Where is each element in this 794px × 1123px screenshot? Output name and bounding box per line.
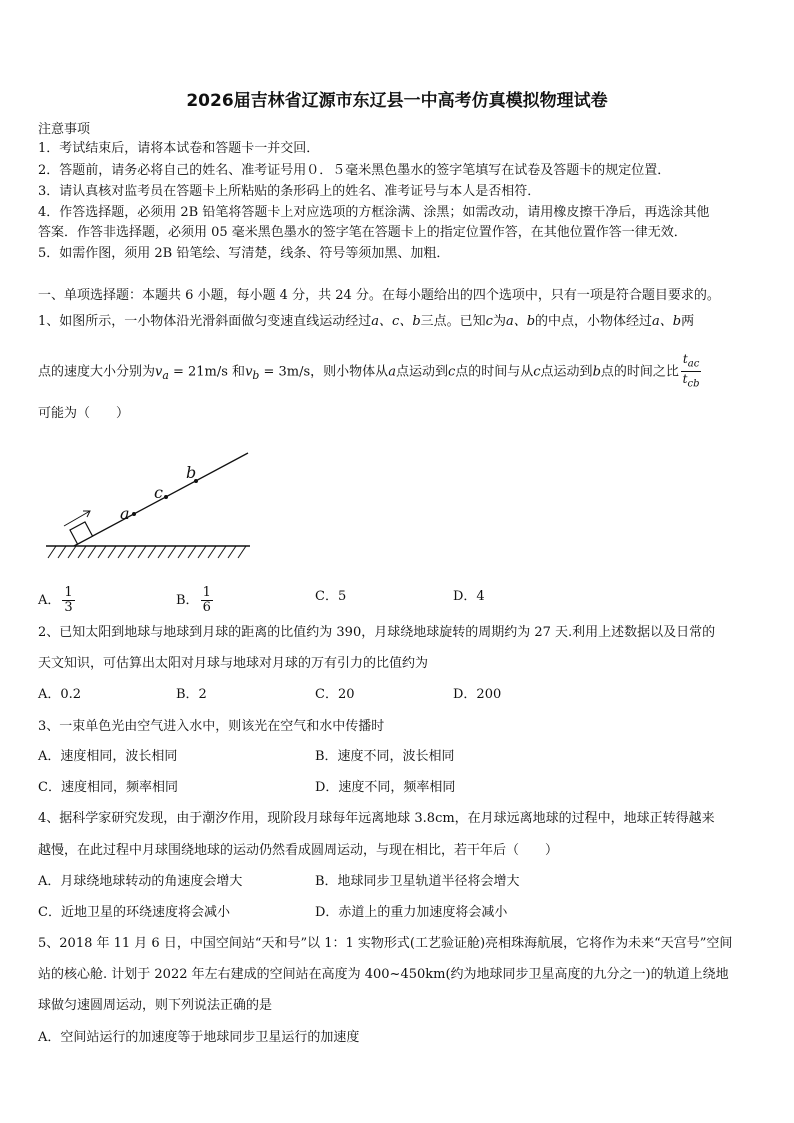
q1-va-sub: a [162, 368, 169, 382]
q1-va-value: = 21m/s [168, 364, 228, 380]
block [70, 522, 93, 544]
notice-item-4: 4．作答选择题，必须用 2B 铅笔将答题卡上对应选项的方框涂满、涂黑；如需改动，请用橡皮擦干净后，再选涂其他 [38, 205, 710, 220]
q1-text: 点的时间与从 [455, 364, 534, 380]
fraction-den: 3 [64, 600, 73, 615]
q3-option-b[interactable]: B．速度不同，波长相同 [315, 749, 455, 764]
q1-text: 为 [492, 314, 506, 329]
q1-points: a、c、b [371, 314, 421, 329]
notice-item-3: 3．请认真核对监考员在答题卡上所粘贴的条形码上的姓名、准考证号与本人是否相符． [38, 184, 541, 199]
ratio-den: t [682, 372, 688, 387]
q3-option-d[interactable]: D．速度不同，频率相同 [315, 780, 456, 795]
q1-text: 点的时间之比 [600, 364, 679, 380]
q5-line2: 站的核心舱. 计划于 2022 年左右建成的空间站在高度为 400~450km(约为地球同步卫星高度的九分之一)的轨道上绕地 [38, 967, 729, 982]
q1-point-a: a [388, 364, 396, 380]
ratio-den-sub: cb [687, 378, 700, 390]
q2-line2: 天文知识，可估算出太阳对月球与地球对月球的万有引力的比值约为 [38, 656, 429, 671]
ground-hatching [48, 546, 246, 558]
q2-line1: 2、已知太阳到地球与地球到月球的距离的比值约为 390，月球绕地球旋转的周期约为 27 天.利用上述数据以及日常的 [38, 625, 716, 640]
incline-figure [40, 448, 255, 563]
q1-text: 三点。已知 [420, 314, 486, 329]
q1-option-c[interactable]: C．5 [315, 589, 347, 604]
q3-option-c[interactable]: C．速度相同，频率相同 [38, 780, 178, 795]
q1-text: 点运动到 [395, 364, 448, 380]
q5-line3: 球做匀速圆周运动，则下列说法正确的是 [38, 998, 273, 1013]
q1-point-b: b [592, 364, 601, 380]
q2-option-c[interactable]: C．20 [315, 687, 355, 702]
q1-option-d[interactable]: D．4 [453, 589, 485, 604]
q3-option-a[interactable]: A．速度相同，波长相同 [38, 749, 178, 764]
q1-line2 [38, 352, 703, 392]
q1-vb-sub: b [252, 368, 260, 382]
q1-vb-symbol: v [245, 364, 253, 380]
label-c: c [154, 483, 163, 502]
option-b-fraction [201, 586, 213, 615]
notice-item-4-cont: 答案．作答非选择题，必须用 05 毫米黑色墨水的签字笔在答题卡上的指定位置作答，在其他位置作答一律无效． [38, 225, 687, 240]
section-heading: 一、单项选择题：本题共 6 小题，每小题 4 分，共 24 分。在每小题给出的四个选项中，只有一项是符合题目要求的。 [38, 288, 720, 303]
q1-text: 点的速度大小分别为 [38, 364, 156, 380]
label-b: b [186, 463, 197, 482]
q4-option-b[interactable]: B．地球同步卫星轨道半径将会增大 [315, 874, 520, 889]
q4-option-d[interactable]: D．赤道上的重力加速度将会减小 [315, 905, 508, 920]
q5-option-a[interactable]: A．空间站运行的加速度等于地球同步卫星运行的加速度 [38, 1030, 360, 1045]
q1-line1 [38, 313, 694, 331]
q1-point-c: c [533, 364, 541, 380]
notice-item-2: 2．答题前，请务必将自己的姓名、准考证号用０．５毫米黑色墨水的签字笔填写在试卷及答题卡的规定位置． [38, 163, 671, 178]
q1-line3: 可能为（ ） [38, 406, 130, 421]
q2-option-b[interactable]: B．2 [176, 687, 207, 702]
q1-points-ab: a、b [652, 314, 682, 329]
ratio-num: t [682, 352, 688, 366]
q1-text: ，则小物体从 [310, 364, 389, 380]
q1-time-ratio [681, 352, 701, 392]
q4-option-c[interactable]: C．近地卫星的环绕速度将会减小 [38, 905, 230, 920]
q1-text: 1、如图所示，一小物体沿光滑斜面做匀变速直线运动经过 [38, 314, 372, 329]
notice-item-5: 5．如需作图，须用 2B 铅笔绘、写清楚，线条、符号等须加黑、加粗． [38, 246, 450, 261]
label-a: a [120, 504, 130, 523]
q4-line1: 4、据科学家研究发现，由于潮汐作用，现阶段月球每年远离地球 3.8cm，在月球远离地球的过程中，地球正转得越来 [38, 811, 715, 826]
option-a-fraction [62, 586, 74, 615]
q1-option-b[interactable] [176, 586, 215, 615]
q5-line1: 5、2018 年 11 月 6 日，中国空间站“天和号”以 1：1 实物形式(工艺验证舱)亮相珠海航展，它将作为未来“天宫号”空间 [38, 936, 733, 951]
ratio-num-sub: ac [687, 358, 700, 370]
q1-text: 两 [681, 314, 695, 329]
q1-option-a[interactable] [38, 586, 77, 615]
notice-item-1: 1．考试结束后，请将本试卷和答题卡一并交回． [38, 141, 320, 156]
point-a-dot [132, 512, 136, 516]
fraction-num: 1 [64, 585, 73, 600]
q4-option-a[interactable]: A．月球绕地球转动的角速度会增大 [38, 874, 243, 889]
q1-point-c: c [447, 364, 456, 380]
fraction-num: 1 [202, 585, 211, 600]
page-title: 2026届吉林省辽源市东辽县一中高考仿真模拟物理试卷 [186, 91, 608, 111]
option-label: B． [176, 593, 199, 608]
q2-option-a[interactable]: A．0.2 [38, 687, 82, 702]
q1-point-c: c [485, 314, 493, 329]
q1-text: 和 [227, 364, 246, 380]
q1-text: 的中点，小物体经过 [535, 314, 653, 329]
q1-text: 点运动到 [540, 364, 593, 380]
q3-line1: 3、一束单色光由空气进入水中，则该光在空气和水中传播时 [38, 719, 385, 734]
q2-option-d[interactable]: D．200 [453, 687, 502, 702]
q1-points-ab: a、b [505, 314, 536, 329]
point-c-dot [164, 495, 168, 499]
q1-va-symbol: v [155, 364, 163, 380]
q1-vb-value: = 3m/s [259, 364, 311, 380]
q4-line2: 越慢，在此过程中月球围绕地球的运动仍然看成圆周运动，与现在相比，若干年后（ ） [38, 843, 559, 858]
option-label: A． [38, 593, 61, 608]
fraction-den: 6 [202, 600, 211, 615]
notice-heading: 注意事项 [38, 122, 91, 137]
